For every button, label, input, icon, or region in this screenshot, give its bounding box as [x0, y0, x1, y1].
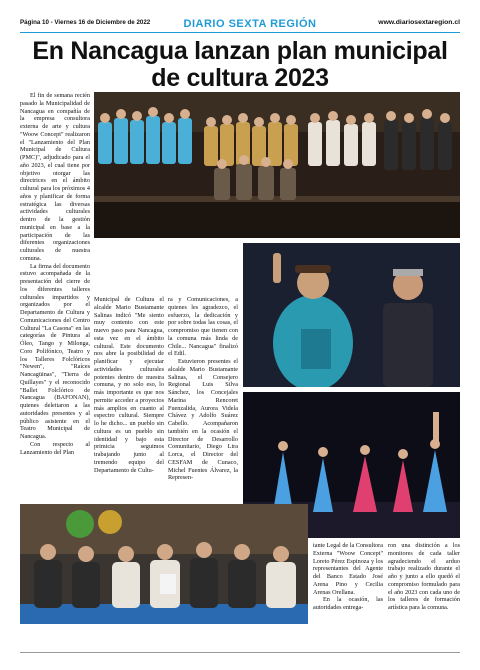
page-info: Página 10 - Viernes 16 de Diciembre de 2022 [20, 19, 151, 26]
article-column-4 [313, 542, 383, 642]
masthead: DIARIO SEXTA REGIÓN [183, 18, 317, 30]
photo-performer [243, 243, 460, 387]
footer-rule [20, 652, 460, 653]
article-paragraph: ra y Comunicaciones, a quienes les agradezco, el esfuerzo, la dedicación y por sobre todas las cosas, el compromiso que tienen con la comuna más linda de Chile... Nancagua" finalizó el Edil. [168, 296, 238, 358]
article-paragraph: ron una distinción a los monitores de cada taller agradeciendo el arduo trabajo realizado durante el año y junto a ello quedó el compromiso formulado para el año 2023 con cada uno de los talleres de formación artística para la comuna. [388, 542, 460, 611]
article-paragraph: Municipal de Cultura el alcalde Mario Bustamante Salinas indicó "Me siento muy contento con este nuevo paso para Nancagua, esta vez en el ámbito cultural. Este documento nos abre la posibilidad de planificar y ejecutar actividades culturales potentes dentro de nuestra comuna, y no solo eso, lo más importante es que nos permite acceder a proyectos más amplios en cuanto al espectro cultural. Siempre lo he dicho... un pueblo sin cultura es un pueblo sin identidad y bajo esta primicia seguimos trabajando junto al tremendo equipo del Departamento de Cultu- [94, 296, 164, 474]
article-paragraph: En la ocasión, las autoridades entrega- [313, 596, 383, 611]
article-column-2 [94, 296, 164, 500]
header-rule [20, 32, 460, 33]
photo-group-stage [94, 92, 460, 238]
article-column-1 [20, 92, 90, 500]
headline-line1: En Nancagua lanzan plan municipal [32, 37, 448, 65]
article-column-5 [388, 542, 460, 642]
website-link[interactable]: www.diariosextaregion.cl [378, 19, 460, 26]
article-paragraph: Estuvieron presentes el alcalde Mario Bustamante Salinas, el Consejero Regional Luis Silva Sánchez, los Concejales Marina Rencoret Fuenzalida, Aurora Videla Chávez y Adolfo Suárez Cabello. Acompañaron también en la ocasión el Director de Desarrollo Comunitario, Diego Lira Lorca, el Director del CESFAM de Cunaco, Michel Fuentes Álvarez, la Represen- [168, 358, 238, 482]
article-paragraph: El fin de semana recién pasado la Municipalidad de Nancagua en compañía de la empresa consultora externa de arte y cultura "Woow Concept" realizaron el "Lanzamiento del Plan Municipal de Cultura (PMC)", adjudicado para el año 2023, el cual tiene por objetivo otorgar las directrices en el ámbito cultural para los próximos 4 años y planificar de forma estratégica las diversas actividades culturales dentro de la gestión municipal en base a la participación de las diferentes organizaciones culturales de nuestra comuna. [20, 92, 90, 262]
article-paragraph: Con respecto al Lanzamiento del Plan [20, 440, 90, 456]
page-header [20, 18, 460, 32]
article-paragraph: tante Legal de la Consultora Externa "Woow Concept" Loreto Pérez Espinoza y los representantes del Agente del Banco Estado José Arena Pino y Cecilia Arenas Orellana. [313, 542, 383, 596]
headline [20, 38, 460, 92]
article-column-3 [168, 296, 238, 500]
photo-officials-signing [20, 504, 308, 624]
article-paragraph: La firma del documento estuvo acompañada de la presentación del cierre de los diferentes talleres culturales impartidos y organizados por el Departamento de Cultura y Comunicaciones del Centro Cultural "La Casona" en las categorías de Pintura al Óleo, Tango y Milonga, Coro Polifónico, Teatro y los Talleres Folclóricos "Newen", "Raíces Nancagüinas", "Tierra de Quillayes" y el reconocido "Ballet Folclórico de Nancagua (BAFONAN), quienes deleitaron a las autoridades presentes y al público asistente en el Teatro Municipal de Nancagua. [20, 262, 90, 440]
headline-line2: de cultura 2023 [151, 64, 329, 92]
